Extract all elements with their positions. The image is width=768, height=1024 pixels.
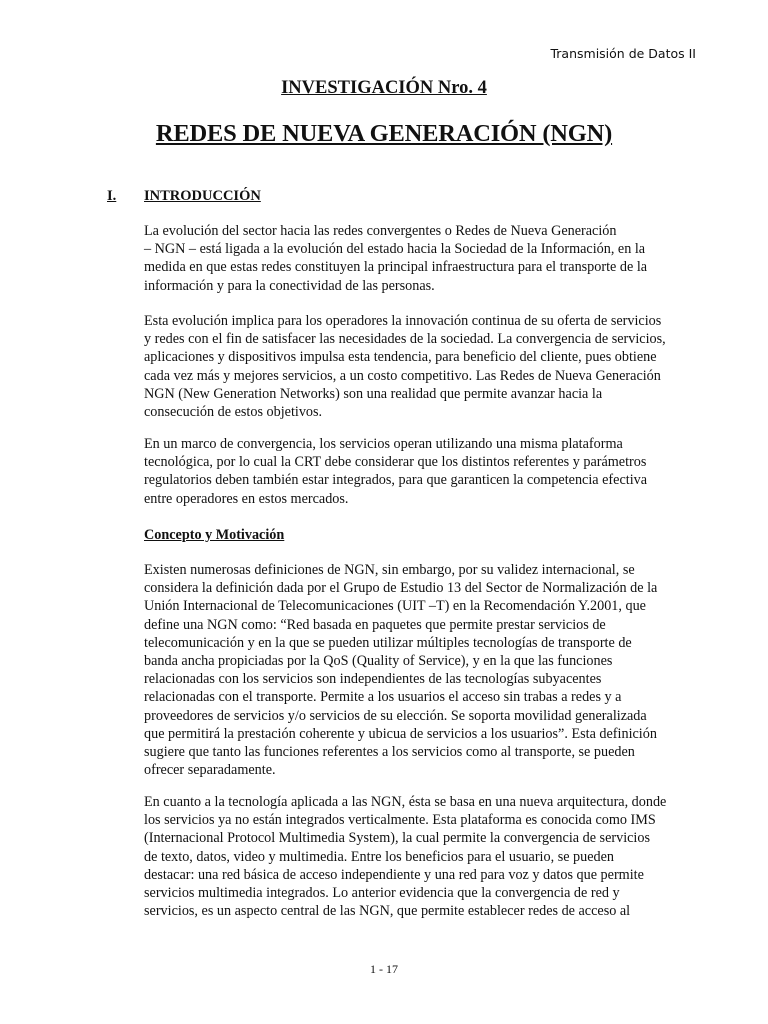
paragraph-line: destacar: una red básica de acceso independiente y una red para voz y datos que permite: [144, 866, 644, 883]
paragraph-line: medida en que estas redes constituyen la principal infraestructura para el transporte de la: [144, 259, 648, 276]
paragraph-line: Esta evolución implica para los operadores la innovación continua de su oferta de servicios: [144, 313, 662, 329]
paragraph-line: servicios multimedia integrados. Lo anterior evidencia que la convergencia de red y: [144, 885, 620, 902]
section-heading: [107, 188, 261, 205]
paragraph-line: define una NGN como: “Red basada en paquetes que permite prestar servicios de: [144, 616, 606, 633]
paragraph-5: [144, 793, 704, 920]
paragraph-line: aplicaciones y dispositivos impulsa esta tendencia, para beneficio del cliente, pues obtiene: [144, 349, 657, 366]
paragraph-line: considera la definición dada por el Grupo de Estudio 13 del Sector de Normalización de la: [144, 580, 658, 597]
paragraph-line: cada vez más y mejores servicios, a un costo competitivo. Las Redes de Nueva Generación: [144, 367, 661, 384]
paragraph-1: [144, 222, 704, 295]
paragraph-line: La evolución del sector hacia las redes convergentes o Redes de Nueva Generación: [144, 223, 617, 239]
paragraph-line: tecnológica, por lo cual la CRT debe considerar que los distintos referentes y parámetros: [144, 454, 647, 471]
paragraph-line: que permitirá la prestación coherente y ubicua de servicios a los usuarios”. Esta definición: [144, 725, 657, 742]
paragraph-line: relacionadas con los servicios son independientes de las tecnologías subyacentes: [144, 671, 602, 688]
paragraph-line: banda ancha propiciadas por la QoS (Quality of Service), y en la que las funciones: [144, 653, 613, 670]
paragraph-line: (Internacional Protocol Multimedia System), la cual permite la convergencia de servicios: [144, 830, 650, 847]
paragraph-line: los servicios ya no están integrados verticalmente. Esta plataforma es conocida como IMS: [144, 812, 656, 829]
paragraph-3: [144, 435, 704, 508]
paragraph-line: Unión Internacional de Telecomunicaciones (UIT –T) en la Recomendación Y.2001, que: [144, 598, 646, 615]
paragraph-line: ofrecer separadamente.: [144, 762, 276, 779]
paragraph-4: [144, 561, 704, 779]
paragraph-line: NGN (New Generation Networks) son una realidad que permite avanzar hacia la: [144, 385, 603, 402]
paragraph-line: telecomunicación y en la que se pueden utilizar múltiples tecnologías de transporte de: [144, 634, 632, 651]
paragraph-line: servicios, es un aspecto central de las NGN, que permite establecer redes de acceso al: [144, 903, 631, 920]
document-title: REDES DE NUEVA GENERACIÓN (NGN): [155, 120, 613, 147]
section-name: INTRODUCCIÓN: [144, 188, 261, 204]
paragraph-line: Existen numerosas definiciones de NGN, sin embargo, por su validez internacional, se: [144, 562, 635, 578]
paragraph-line: regulatorios deben también estar integrados, para que garanticen la competencia efectiva: [144, 472, 648, 489]
paragraph-line: – NGN – está ligada a la evolución del estado hacia la Sociedad de la Información, en la: [144, 241, 646, 258]
paragraph-line: consecución de estos objetivos.: [144, 404, 323, 421]
paragraph-line: de texto, datos, video y multimedia. Entre los beneficios para el usuario, se pueden: [144, 848, 615, 865]
subheading: Concepto y Motivación: [144, 527, 285, 543]
course-header: Transmisión de Datos II: [550, 46, 696, 61]
paragraph-line: información y para la conectividad de las personas.: [144, 277, 435, 294]
paragraph-line: proveedores de servicios y/o servicios de su elección. Se soporta movilidad generalizada: [144, 707, 647, 724]
investigation-title: INVESTIGACIÓN Nro. 4: [281, 78, 487, 98]
paragraph-line: sugiere que tanto las funciones referentes a los servicios como al transporte, se pueden: [144, 744, 635, 761]
paragraph-line: relacionadas con el transporte. Permite a los usuarios el acceso sin trabas a redes y a: [144, 689, 622, 706]
section-number: I.: [107, 188, 117, 204]
paragraph-line: En un marco de convergencia, los servicios operan utilizando una misma plataforma: [144, 436, 623, 452]
paragraph-line: En cuanto a la tecnología aplicada a las NGN, ésta se basa en una nueva arquitectura, donde: [144, 794, 667, 810]
page-number: 1 - 17: [370, 962, 398, 976]
paragraph-2: [144, 312, 704, 421]
paragraph-line: entre operadores en estos mercados.: [144, 490, 349, 507]
paragraph-line: y redes con el fin de satisfacer las necesidades de la sociedad. La convergencia de servicios,: [144, 331, 666, 348]
